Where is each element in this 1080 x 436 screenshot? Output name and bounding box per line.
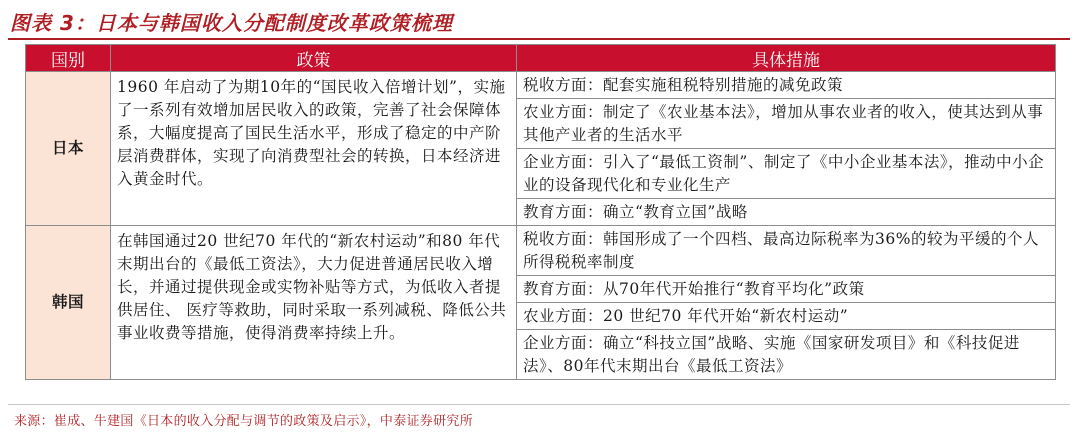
title-bar — [8, 4, 1070, 40]
footer-divider — [8, 404, 1070, 405]
header-policy: 政策 — [111, 45, 517, 72]
source-note: 来源：崔成、牛建国《日本的收入分配与调节的政策及启示》，中泰证券研究所 — [14, 414, 474, 429]
measure-cell: 农业方面：20 世纪70 年代开始“新农村运动” — [517, 303, 1056, 330]
country-cell-korea: 韩国 — [26, 226, 111, 380]
header-measures: 具体措施 — [517, 45, 1056, 72]
policy-table — [25, 44, 1056, 380]
measure-cell: 企业方面：引入了“最低工资制”、制定了《中小企业基本法》，推动中小企业的设备现代化和专业化生产 — [517, 149, 1056, 199]
measure-cell: 农业方面：制定了《农业基本法》，增加从事农业者的收入，使其达到从事其他产业者的生活水平 — [517, 99, 1056, 149]
policy-cell-japan: 1960 年启动了为期10年的“国民收入倍增计划”，实施了一系列有效增加居民收入的政策，完善了社会保障体系，大幅度提高了国民生活水平，形成了稳定的中产阶层消费群体，实现了向消费型社会的转换，日本经济进入黄金时代。 — [111, 72, 517, 226]
table-row — [26, 72, 1056, 99]
header-country: 国别 — [26, 45, 111, 72]
measure-cell: 教育方面：从70年代开始推行“教育平均化”政策 — [517, 276, 1056, 303]
figure-title: 图表 3：日本与韩国收入分配制度改革政策梳理 — [10, 10, 453, 35]
measure-cell: 税收方面：韩国形成了一个四档、最高边际税率为36%的较为平缓的个人所得税税率制度 — [517, 226, 1056, 276]
country-cell-japan: 日本 — [26, 72, 111, 226]
measure-cell: 税收方面：配套实施租税特别措施的减免政策 — [517, 72, 1056, 99]
table-row — [26, 226, 1056, 276]
table-header-row — [26, 45, 1056, 72]
policy-cell-korea: 在韩国通过20 世纪70 年代的“新农村运动”和80 年代末期出台的《最低工资法》，大力促进普通居民收入增长，并通过提供现金或实物补贴等方式，为低收入者提供居住、 医疗等救助，同时采取一系列减税、降低公共事业收费等措施，使得消费率持续上升。 — [111, 226, 517, 380]
measure-cell: 教育方面：确立“教育立国”战略 — [517, 199, 1056, 226]
measure-cell: 企业方面：确立“科技立国”战略、实施《国家研发项目》和《科技促进法》、80年代末期出台《最低工资法》 — [517, 330, 1056, 380]
